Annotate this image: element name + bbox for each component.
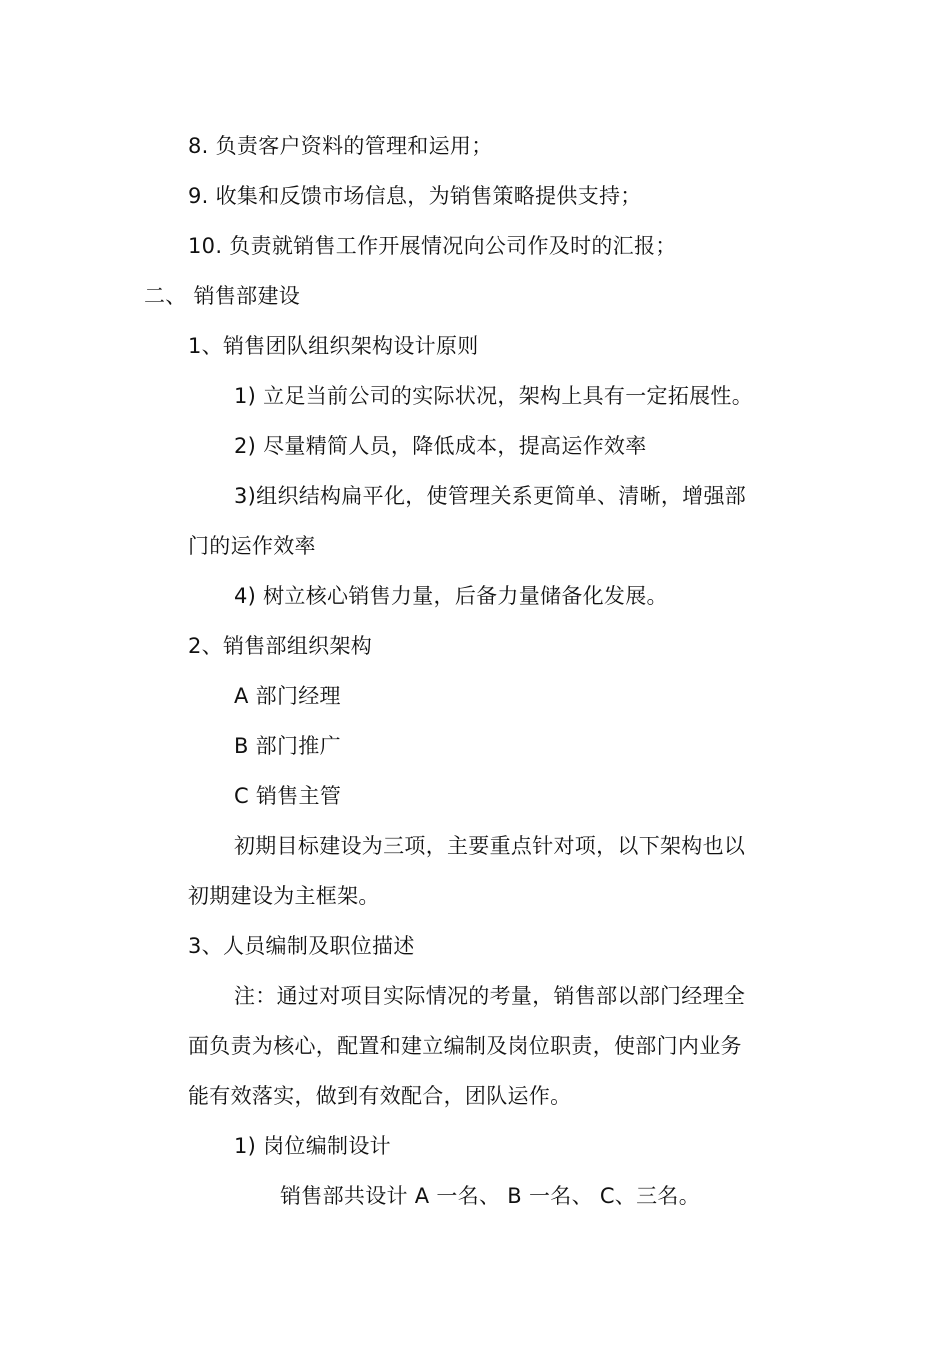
org-item-c: C 销售主管 [234,784,342,808]
org-item-a: A 部门经理 [234,684,341,708]
org-item-b: B 部门推广 [234,734,341,758]
subsection-heading-3: 3、人员编制及职位描述 [188,934,415,958]
principle-item-4: 4) 树立核心销售力量，后备力量储备化发展。 [234,584,668,608]
initial-goal-paragraph: 初期目标建设为三项，主要重点针对项，以下架构也以 [234,834,746,858]
principle-item-3-continued: 门的运作效率 [188,534,316,558]
initial-goal-paragraph-continued: 初期建设为主框架。 [188,884,380,908]
position-design-summary: 销售部共设计 A 一名、 B 一名、 C、三名。 [280,1184,701,1208]
duty-item-8: 8. 负责客户资料的管理和运用； [188,134,493,158]
principle-item-1: 1) 立足当前公司的实际状况，架构上具有一定拓展性。 [234,384,754,408]
duty-item-9: 9. 收集和反馈市场信息，为销售策略提供支持； [188,184,642,208]
note-paragraph-line-2: 面负责为核心，配置和建立编制及岗位职责，使部门内业务 [188,1034,742,1058]
principle-item-3: 3)组织结构扁平化，使管理关系更简单、清晰，增强部 [234,484,747,508]
section-heading-2: 二、 销售部建设 [144,284,301,308]
subsection-heading-2: 2、销售部组织架构 [188,634,373,658]
subsection-heading-1: 1、销售团队组织架构设计原则 [188,334,479,358]
note-paragraph: 注：通过对项目实际情况的考量，销售部以部门经理全 [234,984,746,1008]
duty-item-10: 10. 负责就销售工作开展情况向公司作及时的汇报； [188,234,677,258]
principle-item-2: 2) 尽量精简人员，降低成本，提高运作效率 [234,434,647,458]
note-paragraph-line-3: 能有效落实，做到有效配合，团队运作。 [188,1084,572,1108]
position-design-heading: 1) 岗位编制设计 [234,1134,391,1158]
